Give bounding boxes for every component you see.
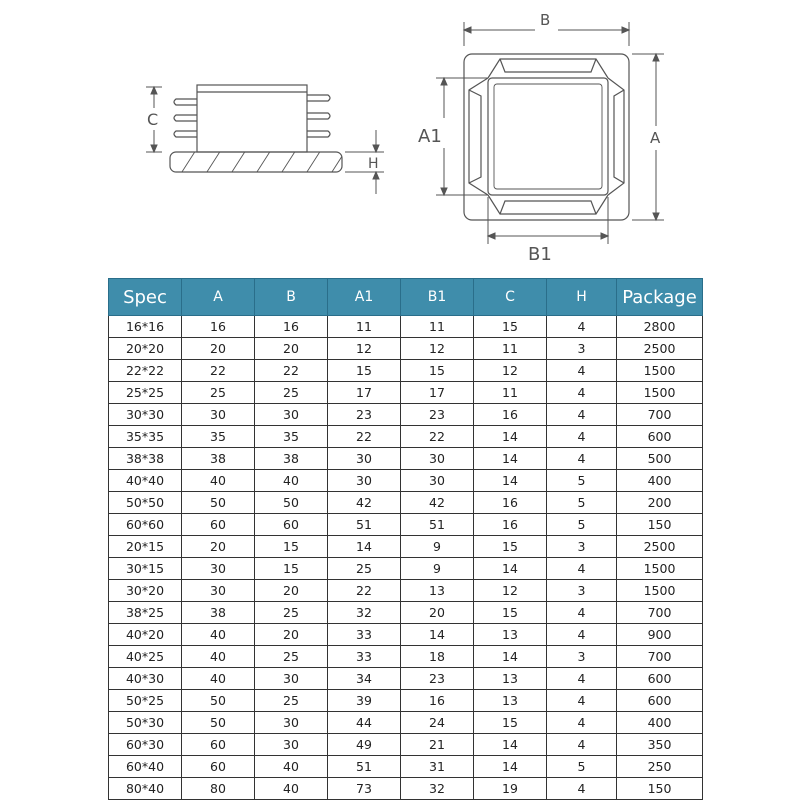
table-cell-package: 1500 [617,558,703,580]
table-cell-b1: 18 [401,646,474,668]
table-cell-c: 16 [474,514,547,536]
table-cell-h: 4 [547,558,617,580]
table-cell-h: 4 [547,668,617,690]
table-cell-a1: 14 [328,536,401,558]
top-tab [488,59,608,78]
table-cell-h: 4 [547,778,617,800]
table-cell-b1: 31 [401,756,474,778]
table-cell-h: 4 [547,426,617,448]
table-cell-b: 30 [255,712,328,734]
table-row [109,470,703,492]
table-cell-a: 50 [182,492,255,514]
table-cell-package: 700 [617,646,703,668]
table-cell-h: 4 [547,382,617,404]
table-cell-b1: 16 [401,690,474,712]
label-a: A [650,129,661,147]
table-cell-a1: 30 [328,470,401,492]
column-header-spec: Spec [109,279,182,316]
table-row [109,536,703,558]
table-cell-b: 16 [255,316,328,338]
table-cell-package: 1500 [617,580,703,602]
table-cell-a1: 23 [328,404,401,426]
table-cell-b: 15 [255,558,328,580]
table-cell-c: 15 [474,536,547,558]
table-row [109,404,703,426]
table-cell-h: 4 [547,624,617,646]
table-cell-c: 11 [474,338,547,360]
table-cell-spec: 60*40 [109,756,182,778]
table-cell-spec: 35*35 [109,426,182,448]
label-a1: A1 [418,126,442,147]
table-cell-a: 20 [182,536,255,558]
table-header-row [109,279,703,316]
table-row [109,602,703,624]
table-cell-c: 15 [474,712,547,734]
table-cell-spec: 40*20 [109,624,182,646]
table-cell-b1: 9 [401,536,474,558]
table-cell-a1: 73 [328,778,401,800]
table-cell-package: 900 [617,624,703,646]
table-cell-package: 700 [617,404,703,426]
table-cell-b1: 9 [401,558,474,580]
table-cell-package: 2500 [617,338,703,360]
table-cell-a1: 49 [328,734,401,756]
table-cell-c: 16 [474,492,547,514]
table-cell-c: 14 [474,646,547,668]
table-cell-b: 22 [255,360,328,382]
table-cell-b1: 17 [401,382,474,404]
table-cell-a: 50 [182,690,255,712]
table-cell-a: 60 [182,734,255,756]
table-cell-package: 1500 [617,360,703,382]
table-cell-b: 25 [255,602,328,624]
table-cell-a1: 22 [328,426,401,448]
table-cell-a1: 42 [328,492,401,514]
table-cell-c: 14 [474,448,547,470]
table-cell-a: 20 [182,338,255,360]
table-cell-spec: 25*25 [109,382,182,404]
table-cell-b: 20 [255,338,328,360]
bottom-tab [488,195,608,214]
table-cell-b1: 24 [401,712,474,734]
table-cell-spec: 20*20 [109,338,182,360]
right-fins [307,95,330,137]
table-cell-package: 600 [617,426,703,448]
table-cell-a1: 12 [328,338,401,360]
table-cell-c: 15 [474,602,547,624]
table-cell-a1: 39 [328,690,401,712]
label-b1: B1 [528,244,552,265]
table-cell-c: 13 [474,624,547,646]
table-cell-h: 3 [547,580,617,602]
table-cell-spec: 50*50 [109,492,182,514]
table-cell-a1: 34 [328,668,401,690]
table-cell-h: 4 [547,712,617,734]
table-cell-a: 38 [182,448,255,470]
table-cell-b1: 30 [401,448,474,470]
table-cell-h: 5 [547,756,617,778]
table-cell-spec: 60*30 [109,734,182,756]
table-cell-a1: 17 [328,382,401,404]
table-cell-b: 15 [255,536,328,558]
column-header-b: B [255,279,328,316]
table-cell-a: 35 [182,426,255,448]
table-cell-package: 150 [617,778,703,800]
table-cell-b1: 20 [401,602,474,624]
table-cell-spec: 38*25 [109,602,182,624]
table-cell-package: 2500 [617,536,703,558]
table-cell-a1: 22 [328,580,401,602]
table-cell-b1: 32 [401,778,474,800]
label-b: B [540,11,551,29]
table-cell-a: 60 [182,756,255,778]
table-cell-spec: 40*40 [109,470,182,492]
table-cell-spec: 16*16 [109,316,182,338]
table-cell-b: 40 [255,756,328,778]
table-cell-spec: 20*15 [109,536,182,558]
table-cell-spec: 38*38 [109,448,182,470]
table-cell-h: 5 [547,470,617,492]
table-cell-c: 11 [474,382,547,404]
table-row [109,624,703,646]
table-cell-b: 35 [255,426,328,448]
table-cell-h: 4 [547,360,617,382]
table-cell-b: 25 [255,382,328,404]
table-row [109,448,703,470]
table-body [109,316,703,800]
table-cell-c: 15 [474,316,547,338]
table-cell-package: 2800 [617,316,703,338]
table-cell-b: 20 [255,624,328,646]
table-cell-a: 40 [182,624,255,646]
table-cell-h: 4 [547,404,617,426]
table-cell-b: 40 [255,778,328,800]
table-cell-spec: 50*25 [109,690,182,712]
cap-top [170,152,342,172]
table-cell-h: 4 [547,734,617,756]
table-cell-package: 600 [617,668,703,690]
column-header-package: Package [617,279,703,316]
table-cell-package: 150 [617,514,703,536]
table-row [109,712,703,734]
table-cell-package: 400 [617,470,703,492]
column-header-a: A [182,279,255,316]
table-cell-c: 19 [474,778,547,800]
table-cell-a: 80 [182,778,255,800]
table-cell-a1: 51 [328,756,401,778]
table-row [109,492,703,514]
table-cell-b1: 13 [401,580,474,602]
table-cell-b1: 12 [401,338,474,360]
table-cell-b1: 30 [401,470,474,492]
table-cell-a: 16 [182,316,255,338]
label-h: H [368,156,379,172]
table-cell-b1: 15 [401,360,474,382]
table-cell-spec: 40*30 [109,668,182,690]
table-cell-spec: 30*20 [109,580,182,602]
table-row [109,756,703,778]
inner-square [488,78,608,195]
table-row [109,668,703,690]
table-cell-spec: 22*22 [109,360,182,382]
table-cell-b: 40 [255,470,328,492]
left-tab [469,78,488,195]
table-cell-package: 500 [617,448,703,470]
table-cell-b1: 21 [401,734,474,756]
table-cell-h: 4 [547,316,617,338]
table-cell-package: 350 [617,734,703,756]
table-cell-b: 30 [255,668,328,690]
table-cell-a: 30 [182,558,255,580]
table-cell-a1: 44 [328,712,401,734]
table-cell-b: 30 [255,734,328,756]
table-row [109,778,703,800]
label-c: C [147,110,159,129]
table-cell-h: 5 [547,492,617,514]
table-cell-b: 25 [255,690,328,712]
cap-body [197,85,307,152]
table-cell-a: 40 [182,470,255,492]
table-cell-a: 50 [182,712,255,734]
table-cell-a: 30 [182,580,255,602]
table-cell-spec: 80*40 [109,778,182,800]
table-cell-c: 14 [474,756,547,778]
table-cell-c: 14 [474,470,547,492]
left-fins [174,99,197,137]
table-row [109,316,703,338]
table-cell-package: 400 [617,712,703,734]
table-cell-c: 16 [474,404,547,426]
table-cell-package: 200 [617,492,703,514]
column-header-c: C [474,279,547,316]
column-header-h: H [547,279,617,316]
table-cell-a: 40 [182,668,255,690]
top-view [464,54,629,220]
table-row [109,360,703,382]
column-header-b1: B1 [401,279,474,316]
table-cell-spec: 50*30 [109,712,182,734]
table-cell-a1: 25 [328,558,401,580]
table-row [109,558,703,580]
table-cell-package: 700 [617,602,703,624]
table-row [109,426,703,448]
table-cell-c: 14 [474,426,547,448]
table-cell-b: 38 [255,448,328,470]
table-cell-a1: 15 [328,360,401,382]
table-row [109,338,703,360]
table-cell-b1: 23 [401,668,474,690]
table-row [109,646,703,668]
table-cell-a1: 30 [328,448,401,470]
table-row [109,514,703,536]
table-cell-c: 13 [474,668,547,690]
table-cell-a: 22 [182,360,255,382]
table-cell-spec: 60*60 [109,514,182,536]
table-cell-package: 600 [617,690,703,712]
table-cell-c: 12 [474,580,547,602]
table-cell-b: 50 [255,492,328,514]
table-cell-a1: 33 [328,624,401,646]
table-cell-a: 25 [182,382,255,404]
spec-table [108,278,703,800]
table-row [109,690,703,712]
side-view [170,85,346,175]
table-cell-b: 20 [255,580,328,602]
table-cell-a: 38 [182,602,255,624]
table-cell-b1: 11 [401,316,474,338]
table-cell-b1: 14 [401,624,474,646]
table-cell-b1: 51 [401,514,474,536]
table-cell-c: 12 [474,360,547,382]
table-cell-spec: 30*30 [109,404,182,426]
table-cell-a1: 32 [328,602,401,624]
technical-drawing [0,0,800,270]
table-cell-b: 25 [255,646,328,668]
table-cell-c: 13 [474,690,547,712]
table-cell-b1: 23 [401,404,474,426]
table-cell-b1: 42 [401,492,474,514]
table-cell-a1: 11 [328,316,401,338]
table-cell-h: 3 [547,338,617,360]
table-cell-h: 5 [547,514,617,536]
table-cell-h: 4 [547,690,617,712]
table-cell-a1: 51 [328,514,401,536]
table-cell-package: 250 [617,756,703,778]
table-row [109,580,703,602]
table-cell-b: 60 [255,514,328,536]
table-cell-c: 14 [474,734,547,756]
table-cell-a1: 33 [328,646,401,668]
table-cell-spec: 40*25 [109,646,182,668]
table-cell-a: 60 [182,514,255,536]
table-cell-a: 40 [182,646,255,668]
table-cell-h: 4 [547,602,617,624]
table-cell-h: 3 [547,646,617,668]
table-cell-b1: 22 [401,426,474,448]
table-row [109,734,703,756]
table-cell-c: 14 [474,558,547,580]
right-tab [608,78,624,195]
table-row [109,382,703,404]
table-cell-h: 4 [547,448,617,470]
table-cell-a: 30 [182,404,255,426]
table-cell-spec: 30*15 [109,558,182,580]
column-header-a1: A1 [328,279,401,316]
table-cell-package: 1500 [617,382,703,404]
table-cell-b: 30 [255,404,328,426]
table-cell-h: 3 [547,536,617,558]
